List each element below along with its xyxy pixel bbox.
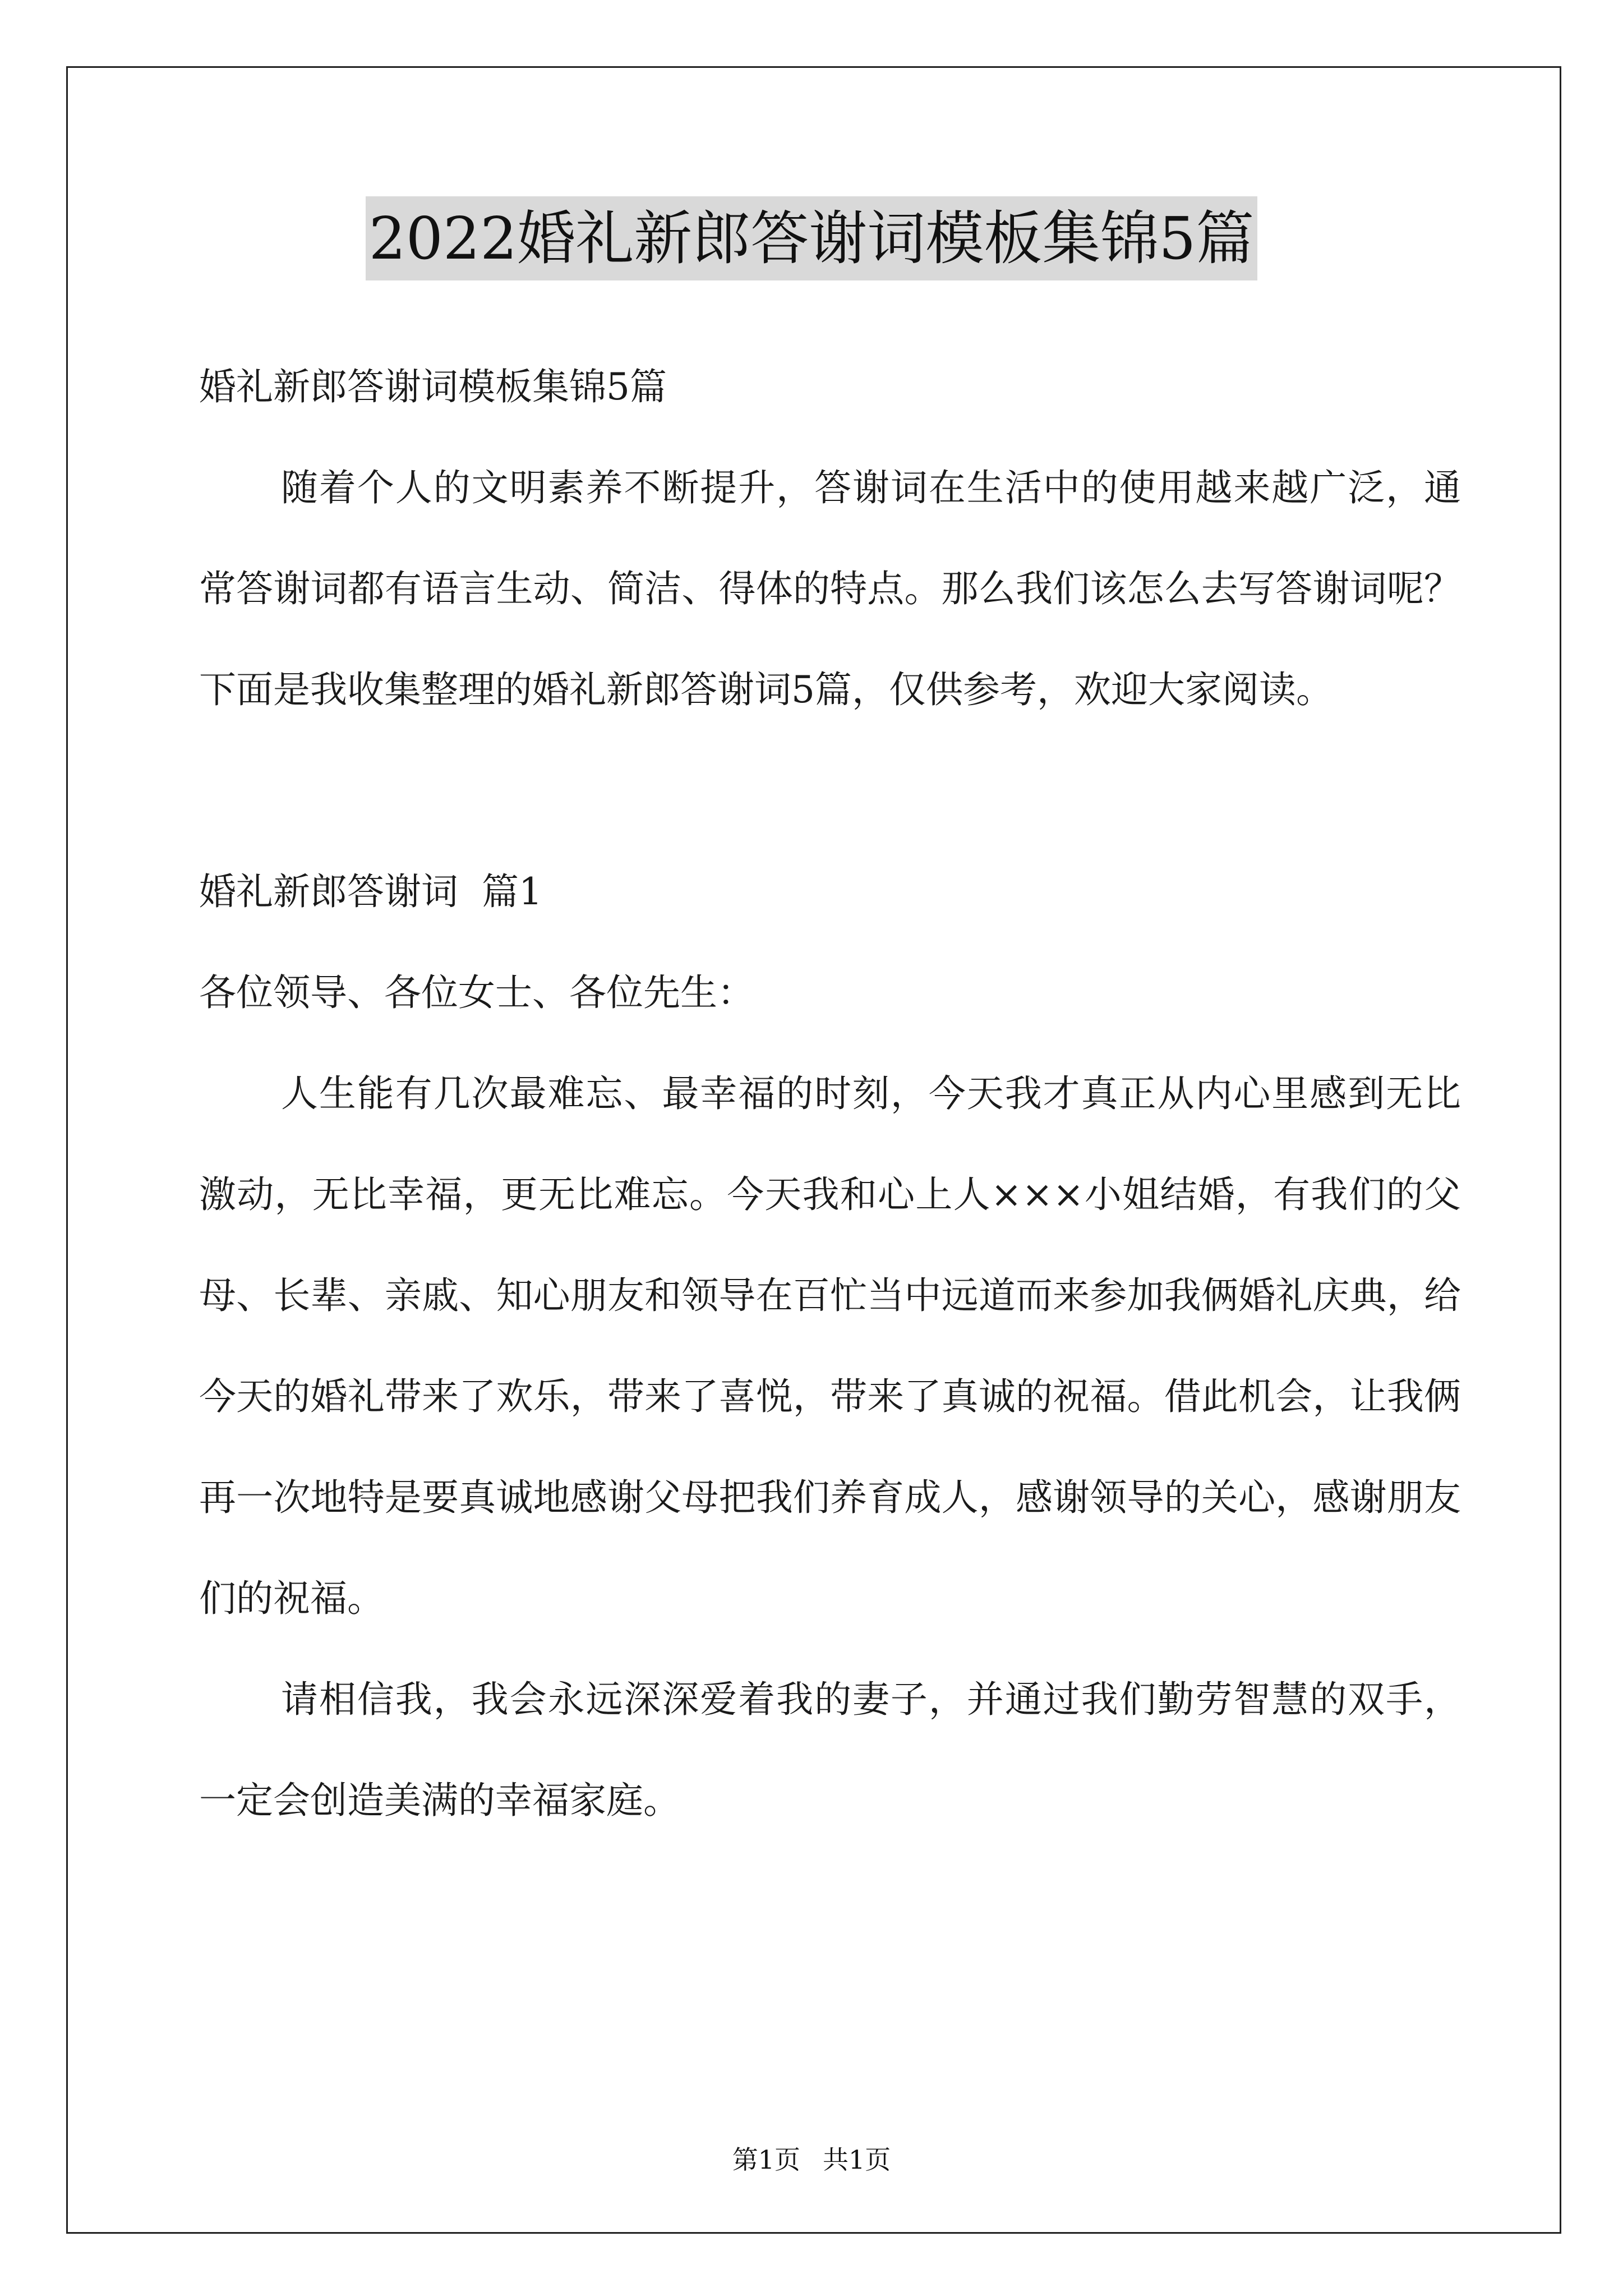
- body-paragraph-1: 人生能有几次最难忘、最幸福的时刻，今天我才真正从内心里感到无比激动，无比幸福，更无比难忘。今天我和心上人×××小姐结婚，有我们的父母、长辈、亲戚、知心朋友和领导在百忙当中远道而来参加我俩婚礼庆典，给今天的婚礼带来了欢乐，带来了喜悦，带来了真诚的祝福。借此机会，让我俩再一次地特是要真诚地感谢父母把我们养育成人，感谢领导的关心，感谢朋友们的祝福。: [199, 1072, 1461, 1620]
- document-body: [199, 337, 1461, 1851]
- salutation: 各位领导、各位女士、各位先生：: [199, 971, 754, 1014]
- intro-paragraph: 随着个人的文明素养不断提升，答谢词在生活中的使用越来越广泛，通常答谢词都有语言生动、简洁、得体的特点。那么我们该怎么去写答谢词呢？下面是我收集整理的婚礼新郎答谢词5篇，仅供参考，欢迎大家阅读。: [199, 466, 1461, 711]
- title-container: [0, 196, 1623, 280]
- section-spacer: [199, 740, 1461, 841]
- page-footer: [0, 2143, 1623, 2177]
- page-number-total: 共1页: [823, 2145, 891, 2175]
- page-number-current: 第1页: [732, 2145, 800, 2175]
- body-paragraph-2: 请相信我，我会永远深深爱着我的妻子，并通过我们勤劳智慧的双手，一定会创造美满的幸福家庭。: [199, 1678, 1461, 1822]
- section-heading: 婚礼新郎答谢词 篇1: [199, 870, 542, 913]
- document-title: 2022婚礼新郎答谢词模板集锦5篇: [366, 196, 1258, 280]
- document-subtitle: 婚礼新郎答谢词模板集锦5篇: [199, 365, 667, 408]
